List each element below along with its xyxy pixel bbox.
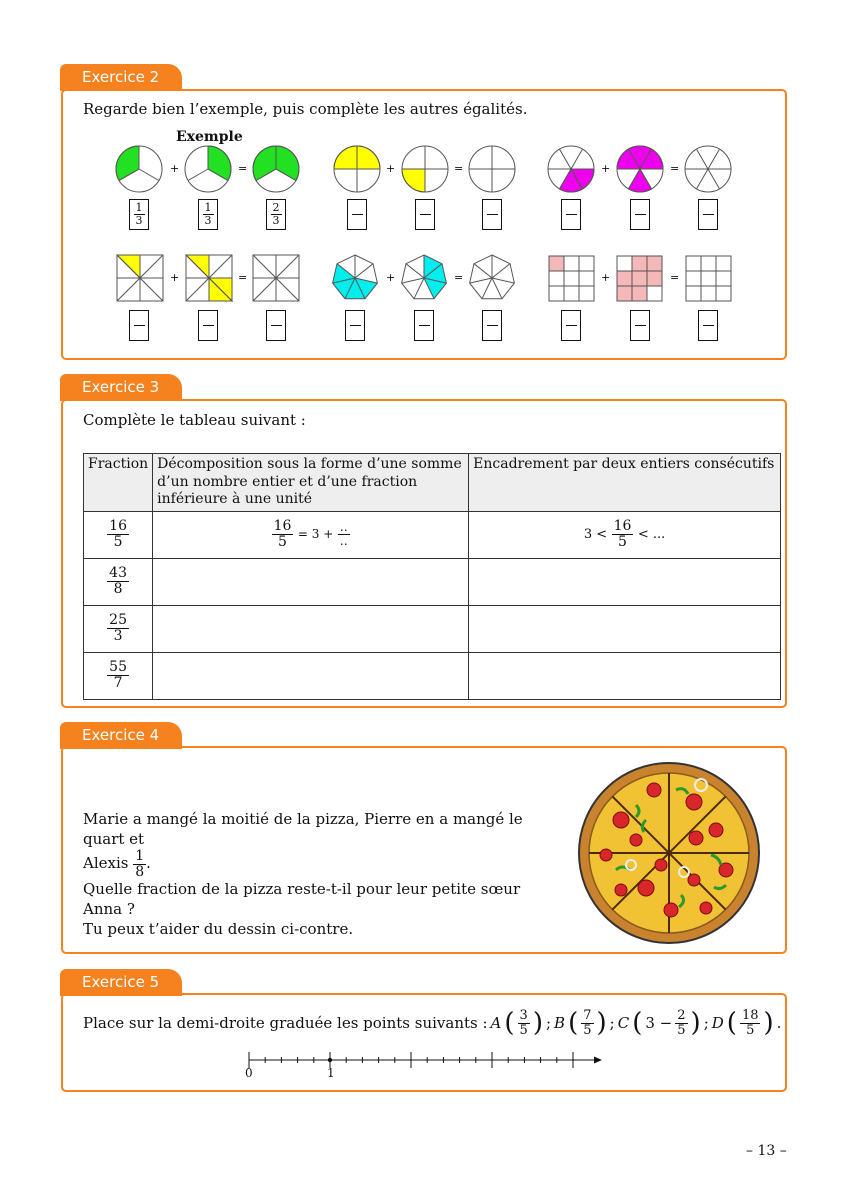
exercise-4-tab: Exercice 4 (60, 722, 182, 749)
equals-sign: = (670, 271, 680, 284)
circle-sixths-2 (617, 146, 663, 192)
square-eighths-3 (253, 255, 299, 301)
decomposition-cell[interactable] (153, 652, 469, 699)
plus-sign: + (386, 162, 396, 175)
answer-box[interactable] (482, 199, 502, 230)
equals-sign: = (670, 162, 680, 175)
exercise-4-line-4: Tu peux t’aider du dessin ci-contre. (83, 920, 354, 939)
example-answer-box: $\frac{1}{3}$ (198, 199, 218, 230)
circle-thirds-2 (185, 146, 231, 192)
answer-box[interactable] (129, 310, 149, 341)
equals-sign: = (238, 271, 248, 284)
answer-box[interactable] (561, 199, 581, 230)
equals-sign: = (454, 271, 464, 284)
example-answer-box: $\frac{1}{3}$ (129, 199, 149, 230)
plus-sign: + (601, 271, 611, 284)
exercise-4-line-3: Quelle fraction de la pizza reste-t-il pour leur petite sœur Anna ? (83, 880, 521, 919)
axis-label-0: 0 (245, 1066, 253, 1080)
exercise-3-tab: Exercice 3 (60, 374, 182, 401)
table-row (84, 605, 781, 652)
bounds-cell[interactable] (469, 605, 781, 652)
fraction-cell: $\frac{55}{7}$ (84, 652, 153, 699)
pizza-illustration (576, 760, 762, 946)
exercise-4-text (83, 809, 563, 939)
arrow-head-icon (594, 1057, 602, 1064)
answer-box[interactable] (630, 310, 650, 341)
circle-thirds-3 (253, 146, 299, 192)
bounds-cell[interactable]: 3 < $\frac{16}{5}$ < ... (469, 511, 781, 558)
heptagon-2 (402, 255, 447, 299)
grid-3 (686, 256, 731, 301)
answer-box[interactable] (345, 310, 365, 341)
exercise-5-tab: Exercice 5 (60, 969, 182, 996)
bounds-cell[interactable] (469, 558, 781, 605)
grid-2 (617, 256, 662, 301)
answer-box[interactable] (698, 310, 718, 341)
header-fraction: Fraction (84, 454, 153, 512)
heptagon-3 (470, 255, 515, 299)
exercise-2-instruction: Regarde bien l’exemple, puis complète les autres égalités. (83, 100, 528, 118)
answer-box[interactable] (561, 310, 581, 341)
decomposition-cell[interactable] (153, 558, 469, 605)
fraction-cell: $\frac{43}{8}$ (84, 558, 153, 605)
plus-sign: + (170, 162, 180, 175)
answer-box[interactable] (347, 199, 367, 230)
bounds-cell[interactable] (469, 652, 781, 699)
axis-label-1: 1 (327, 1066, 335, 1080)
exercise-4-line-1: Marie a mangé la moitié de la pizza, Pierre en a mangé le quart et (83, 810, 523, 848)
table-header-row (84, 454, 781, 512)
answer-box[interactable] (482, 310, 502, 341)
circle-thirds-1 (116, 146, 162, 192)
equals-sign: = (454, 162, 464, 175)
answer-box[interactable] (414, 310, 434, 341)
exercise-3-instruction: Complète le tableau suivant : (83, 411, 306, 429)
example-answer-box: $\frac{2}{3}$ (266, 199, 286, 230)
fraction-table (83, 453, 781, 700)
example-label: Exemple (176, 129, 243, 145)
page-number: – 13 – (746, 1143, 787, 1159)
fraction-cell: $\frac{25}{3}$ (84, 605, 153, 652)
point-one-marker (328, 1058, 332, 1062)
circle-sixths-1 (548, 146, 594, 192)
answer-box[interactable] (198, 310, 218, 341)
circle-quarters-3 (469, 146, 515, 192)
answer-box[interactable] (415, 199, 435, 230)
circle-quarters-1 (334, 146, 380, 192)
exercise-2-tab: Exercice 2 (60, 64, 182, 91)
exercise-4-line-2: Alexis $\frac{1}{8}$ . (83, 848, 151, 880)
decomposition-cell[interactable]: $\frac{16}{5}$ = 3 + $\frac{‥}{‥}$ (153, 511, 469, 558)
table-row (84, 652, 781, 699)
header-bounds: Encadrement par deux entiers consécutifs (469, 454, 781, 512)
circle-quarters-2 (402, 146, 448, 192)
plus-sign: + (170, 271, 180, 284)
plus-sign: + (386, 271, 396, 284)
equals-sign: = (238, 162, 248, 175)
header-decomposition: Décomposition sous la forme d’une somme d’un nombre entier et d’une fraction inférieure à une unité (153, 454, 469, 512)
answer-box[interactable] (266, 310, 286, 341)
square-eighths-1 (117, 255, 163, 301)
answer-box[interactable] (698, 199, 718, 230)
table-row (84, 558, 781, 605)
square-eighths-2 (186, 255, 232, 301)
table-row (84, 511, 781, 558)
answer-box[interactable] (630, 199, 650, 230)
circle-sixths-3 (685, 146, 731, 192)
plus-sign: + (601, 162, 611, 175)
grid-1 (549, 256, 594, 301)
graduated-half-line (240, 1048, 610, 1068)
decomposition-cell[interactable] (153, 605, 469, 652)
exercise-5-instruction: Place sur la demi-droite graduée les points suivants : A ( $\frac{3}{5}$ ) ; B ( $\frac{7}{5}$ ) ; C ( 3 − $\frac{2}{5}$ ) ; D ( $\frac{18}{5}$ ) . (83, 1007, 782, 1038)
fraction-cell: $\frac{16}{5}$ (84, 511, 153, 558)
heptagon-1 (333, 255, 378, 299)
